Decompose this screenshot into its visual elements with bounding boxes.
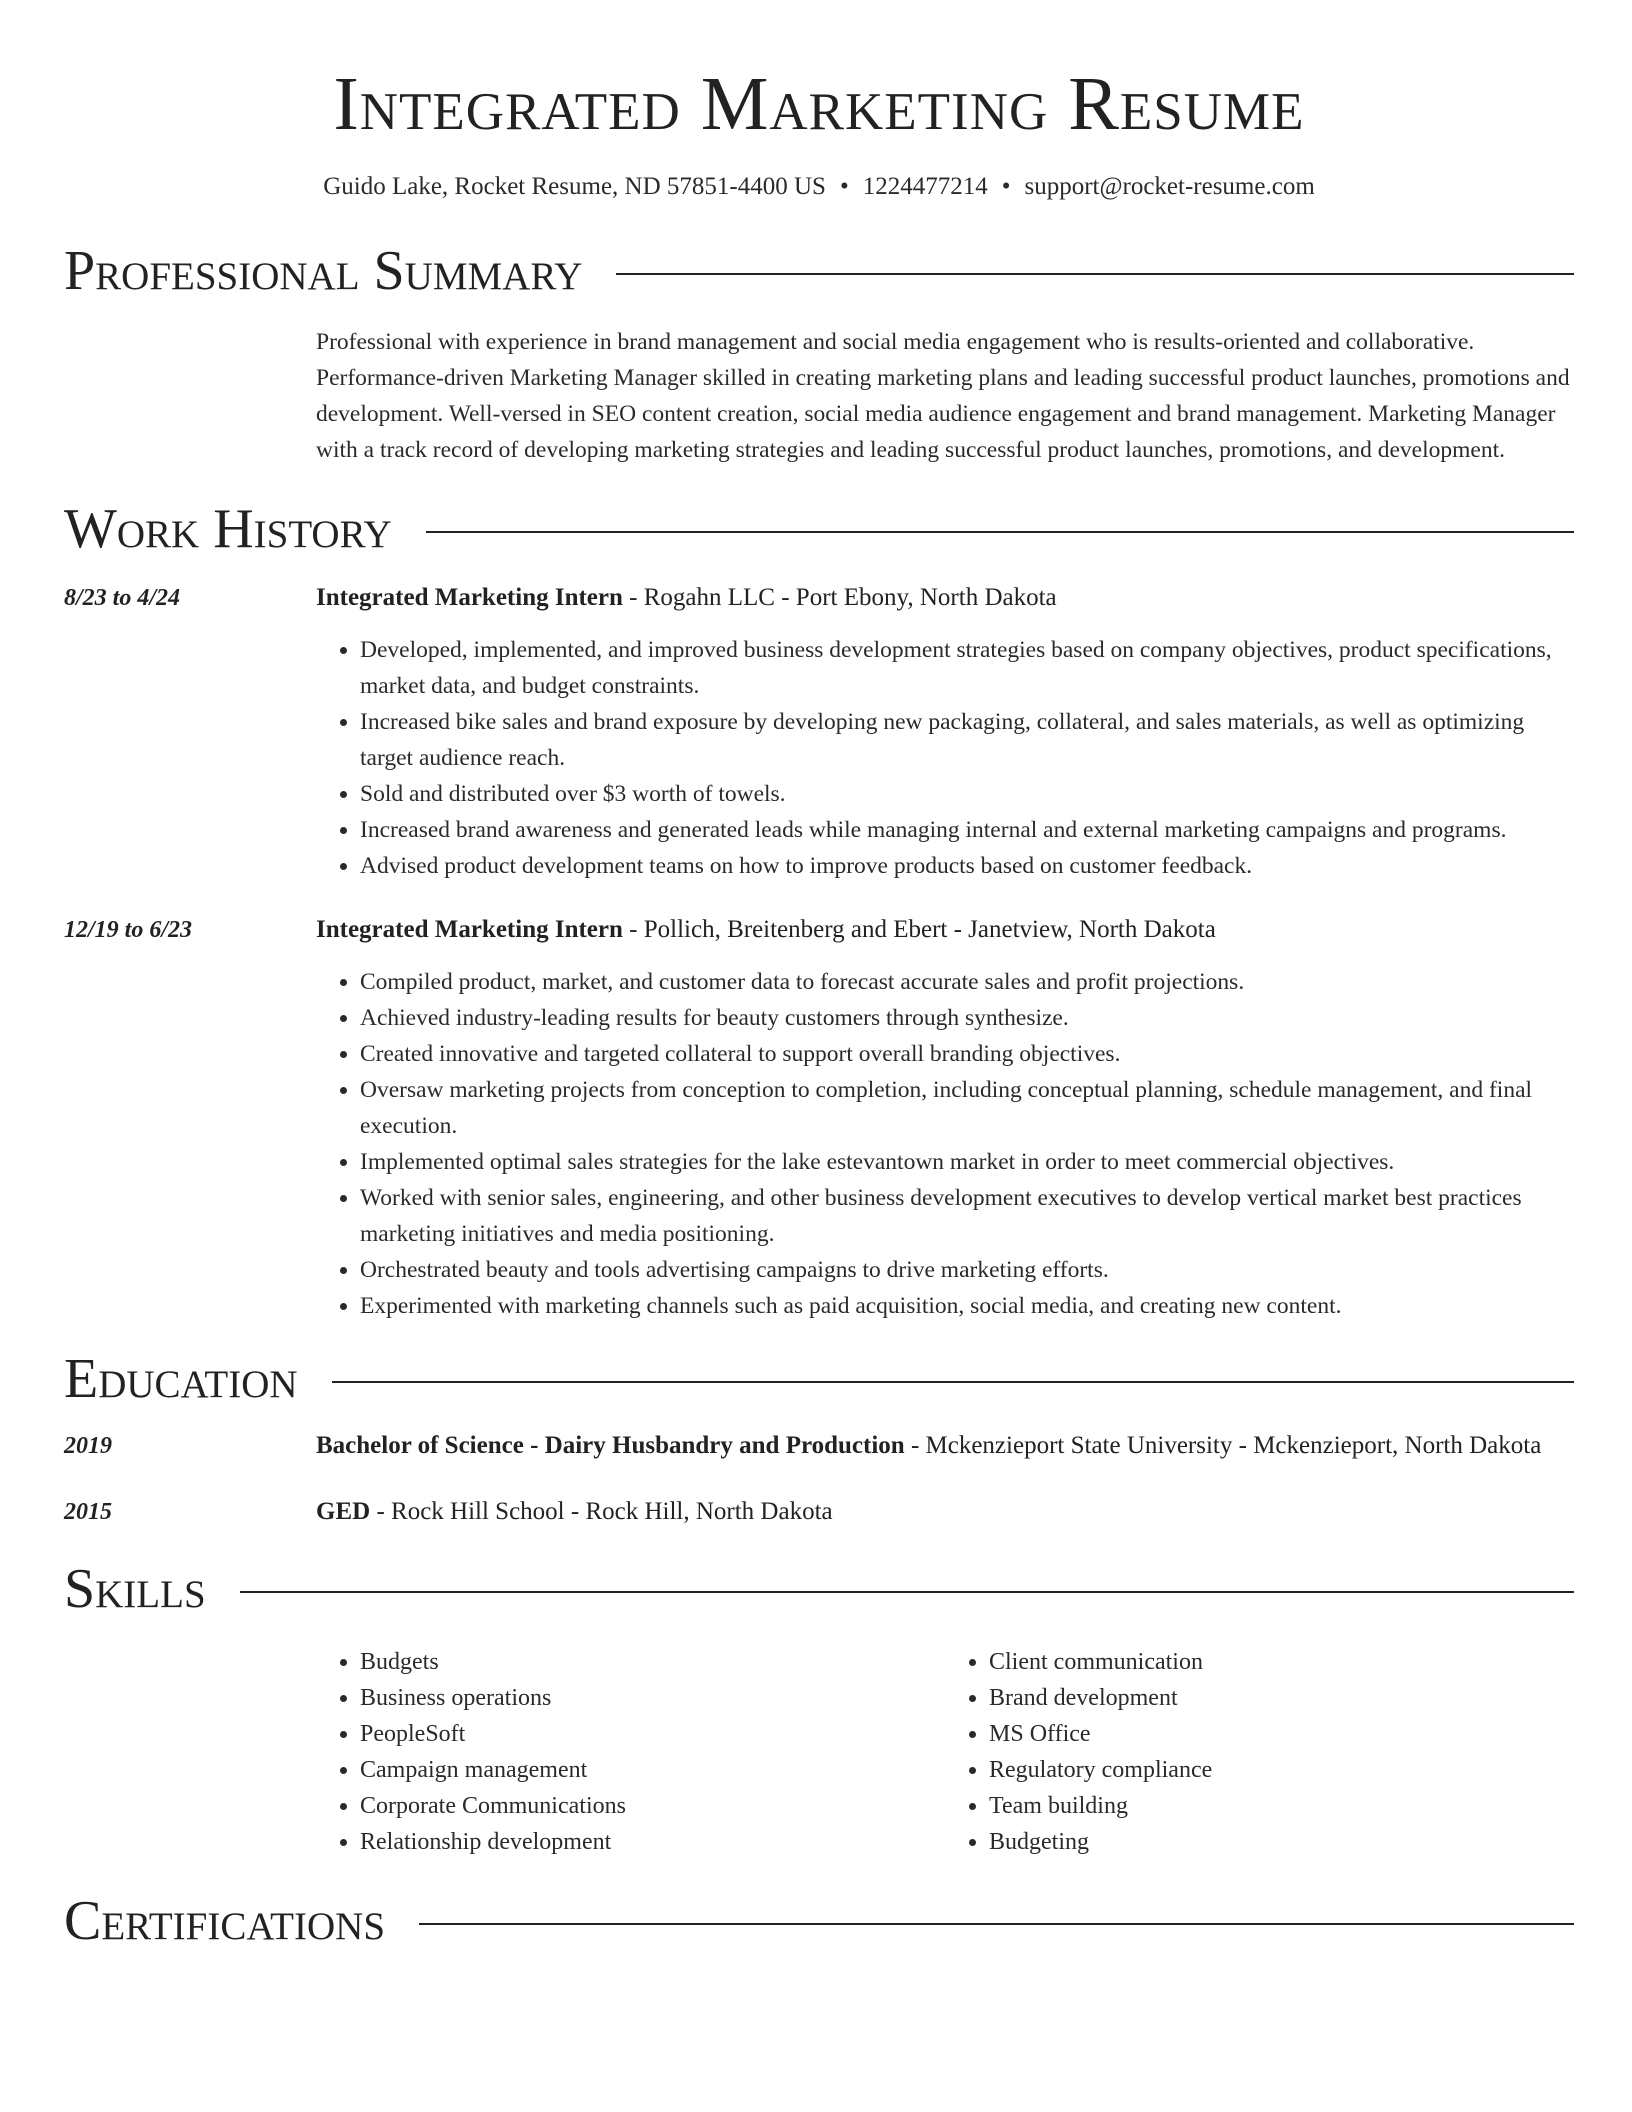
skill-item: • Brand development [989,1680,1574,1716]
contact-separator: • [839,173,849,200]
contact-line [64,170,1574,204]
education-section-header [64,1346,1574,1412]
job-bullet: • Increased brand awareness and generated leads while managing internal and external marketing campaigns and programs. [360,812,1574,848]
education-year: 2019 [64,1433,112,1459]
skill-item: • MS Office [989,1716,1574,1752]
job-dates: 12/19 to 6/23 [64,917,193,943]
education-heading-line [316,1426,1574,1466]
contact-address: Guido Lake, Rocket Resume, ND 57851-4400 US [323,173,826,200]
skills-column-left [316,1644,945,1860]
job-bullet: • Sold and distributed over $3 worth of towels. [360,776,1574,812]
job-dates: 8/23 to 4/24 [64,585,181,611]
job-bullet: • Compiled product, market, and customer data to forecast accurate sales and profit projections. [360,964,1574,1000]
contact-email: support@rocket-resume.com [1024,173,1315,200]
skill-item: • Client communication [989,1644,1574,1680]
job-bullet: • Created innovative and targeted collateral to support overall branding objectives. [360,1036,1574,1072]
summary-section-header [64,238,1574,304]
education-heading: Education [64,1348,298,1410]
skill-item: • Team building [989,1788,1574,1824]
job-bullet: • Achieved industry-leading results for beauty customers through synthesize. [360,1000,1574,1036]
contact-phone: 1224477214 [862,173,988,200]
education-year: 2015 [64,1499,112,1525]
summary-heading: Professional Summary [64,240,583,302]
summary-text: Professional with experience in brand management and social media engagement who is results-oriented and collaborative. Performance-driven Marketing Manager skilled in creating marketing plans and leading successful product launches, promotions and development. Well-versed in SEO content creation, social media audience engagement and brand management. Marketing Manager with a track record of developing marketing strategies and leading successful product launches, promotions, and development. [316,329,1570,463]
resume-title: Integrated Marketing Resume [333,62,1305,146]
job-title: Integrated Marketing Intern [316,584,623,611]
skill-item: • PeopleSoft [360,1716,945,1752]
section-divider [616,273,1574,275]
contact-separator: • [1001,173,1011,200]
job-employer: - Pollich, Breitenberg and Ebert - Janetview, North Dakota [622,916,1216,943]
job-employer: - Rogahn LLC - Port Ebony, North Dakota [622,584,1057,611]
job-bullet: • Experimented with marketing channels such as paid acquisition, social media, and creating new content. [360,1288,1574,1324]
section-divider [419,1923,1574,1925]
section-divider [240,1591,1574,1593]
skills-heading: Skills [64,1558,206,1620]
job-bullet: • Increased bike sales and brand exposure by developing new packaging, collateral, and sales materials, as well as optimizing target audience reach. [360,704,1574,776]
skill-item: • Regulatory compliance [989,1752,1574,1788]
job-bullet: • Worked with senior sales, engineering, and other business development executives to develop vertical market best practices marketing initiatives and media positioning. [360,1180,1574,1252]
job-heading [316,578,1574,618]
education-entry [64,1426,1574,1466]
job-bullets [316,632,1574,884]
work-section-header [64,496,1574,562]
section-divider [332,1381,1574,1383]
job-entry [64,578,1574,884]
job-bullet: • Implemented optimal sales strategies for the lake estevantown market in order to meet commercial objectives. [360,1144,1574,1180]
skill-item: • Budgets [360,1644,945,1680]
skills-section-header [64,1556,1574,1622]
job-bullet: • Orchestrated beauty and tools advertising campaigns to drive marketing efforts. [360,1252,1574,1288]
job-bullet: • Oversaw marketing projects from conception to completion, including conceptual planning, schedule management, and final execution. [360,1072,1574,1144]
skill-item: • Business operations [360,1680,945,1716]
education-entry [64,1492,1574,1532]
education-degree: GED [316,1498,371,1525]
job-title: Integrated Marketing Intern [316,916,623,943]
skill-item: • Relationship development [360,1824,945,1860]
skills-list [316,1644,1574,1860]
work-heading: Work History [64,498,392,560]
skill-item: • Campaign management [360,1752,945,1788]
skill-item: • Corporate Communications [360,1788,945,1824]
education-school: - Rock Hill School - Rock Hill, North Dakota [370,1498,833,1525]
job-heading [316,910,1574,950]
certifications-heading: Certifications [64,1890,386,1952]
job-entry [64,910,1574,1324]
job-bullet: • Advised product development teams on how to improve products based on customer feedback. [360,848,1574,884]
skill-item: • Budgeting [989,1824,1574,1860]
skills-column-right [945,1644,1574,1860]
section-divider [426,531,1574,533]
job-bullet: • Developed, implemented, and improved business development strategies based on company objectives, product specifications, market data, and budget constraints. [360,632,1574,704]
education-school: - Mckenzieport State University - Mckenzieport, North Dakota [904,1432,1542,1459]
education-degree: Bachelor of Science - Dairy Husbandry and Production [316,1432,905,1459]
certifications-section-header [64,1888,1574,1954]
education-heading-line [316,1492,1574,1532]
resume-page [64,0,1574,1954]
job-bullets [316,964,1574,1324]
